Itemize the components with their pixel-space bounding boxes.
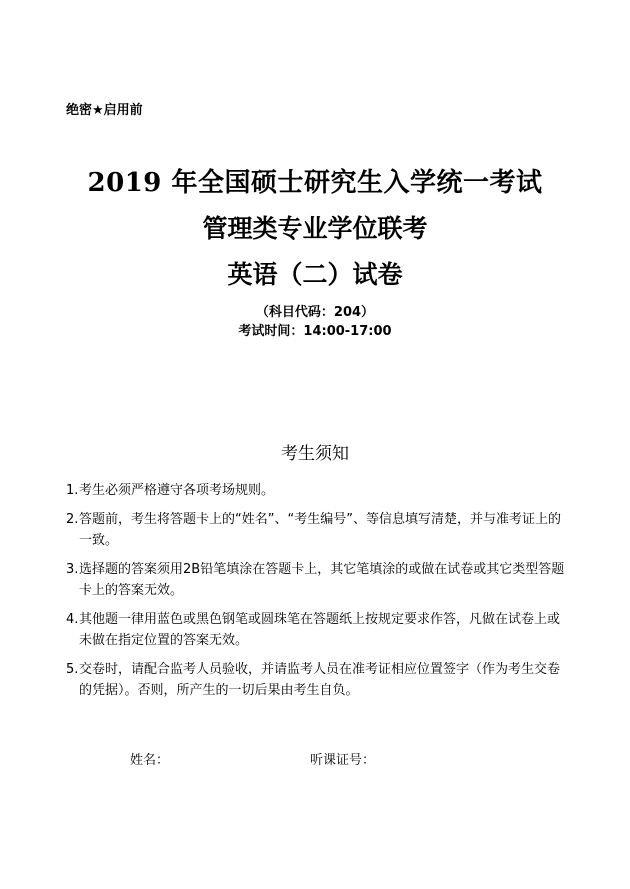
rule-number: 5. [66,662,79,677]
notice-rule-5 [66,659,566,701]
notice-rule-4 [66,609,566,651]
notice-rules-list [66,480,566,709]
exam-title-line-2: 管理类专业学位联考 [202,214,428,243]
notice-rule-2 [66,509,566,551]
exam-time: 考试时间：14:00-17:00 [238,324,392,339]
notice-rule-3 [66,559,566,601]
rule-text: 交卷时，请配合监考人员验收，并请监考人员在准考证相应位置签字（作为考生交卷的凭据）。否则，所产生的一切后果由考生自负。 [79,662,561,698]
confidential-label: 绝密★启用前 [66,103,143,118]
rule-number: 3. [66,562,79,577]
rule-text: 其他题一律用蓝色或黑色钢笔或圆珠笔在答题纸上按规定要求作答，凡做在试卷上或未做在指定位置的答案无效。 [79,612,561,648]
rule-number: 4. [66,612,79,627]
exam-title-line-1: 2019 年全国硕士研究生入学统一考试 [87,168,543,198]
exam-title-line-3: 英语（二）试卷 [227,260,403,289]
rule-number: 1. [66,483,79,498]
rule-text: 考生必须严格遵守各项考场规则。 [79,483,275,498]
rule-text: 答题前，考生将答题卡上的“姓名”、“考生编号”、等信息填写清楚，并与准考证上的一致。 [79,512,561,548]
rule-number: 2. [66,512,79,527]
notice-rule-1 [66,480,566,501]
notice-heading: 考生须知 [281,444,349,464]
course-id-field-label: 听课证号： [310,753,376,768]
name-field-label: 姓名： [130,753,170,768]
subject-code: （科目代码：204） [255,305,375,320]
rule-text: 选择题的答案须用2B铅笔填涂在答题卡上，其它笔填涂的或做在试卷或其它类型答题卡上的答案无效。 [79,562,565,598]
